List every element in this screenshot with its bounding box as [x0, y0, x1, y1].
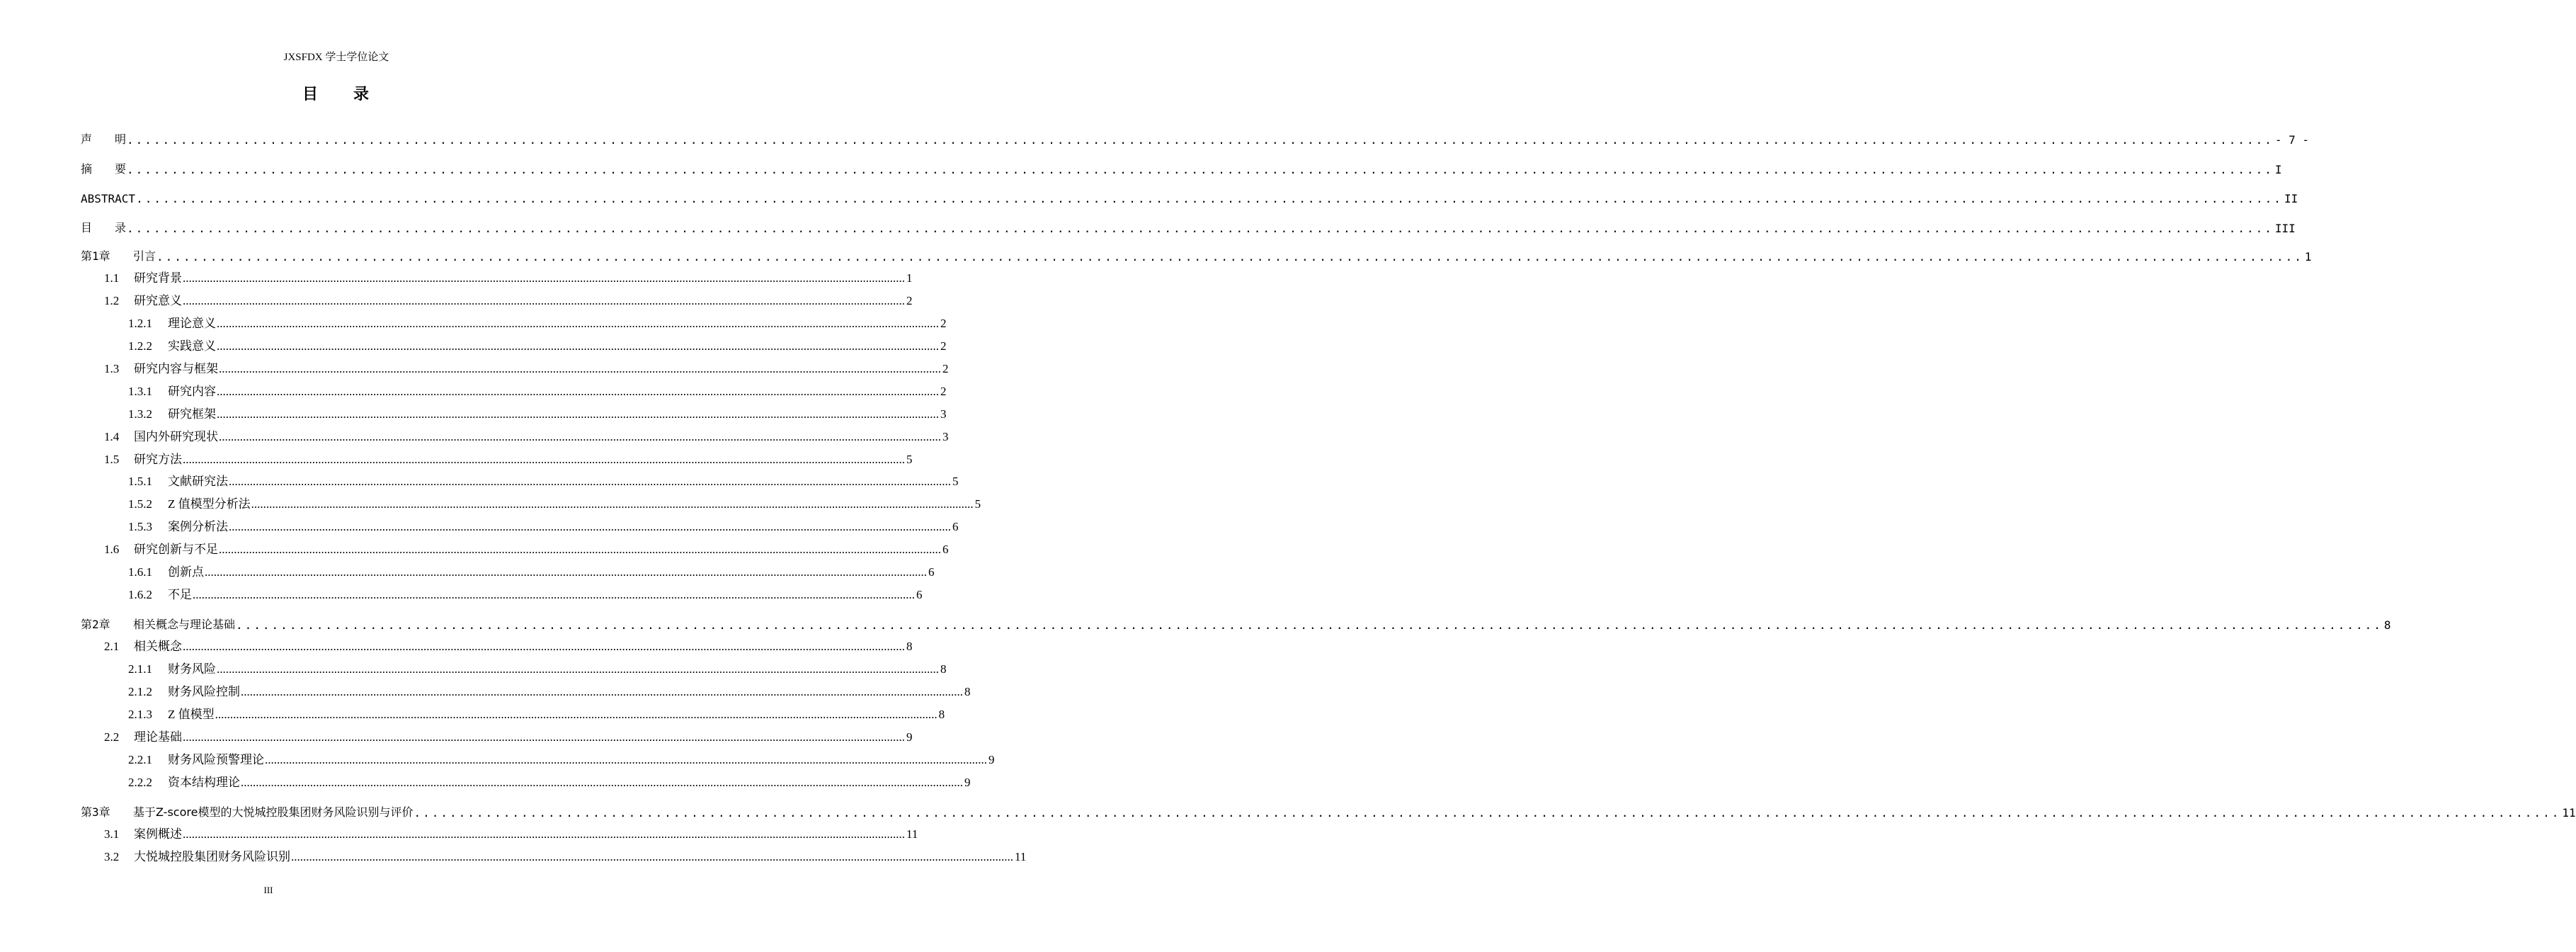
- toc-entry-title: 相关概念: [134, 640, 182, 653]
- toc-entry-page: 5: [974, 497, 981, 511]
- toc-entry-page: 9: [906, 730, 913, 744]
- toc-entry-number: 2.1.2: [128, 685, 152, 698]
- toc-entry-1-2-1[interactable]: [128, 312, 947, 331]
- toc-entry-page: 2: [940, 339, 947, 353]
- toc-entry-title: 相关概念与理论基础: [133, 618, 236, 631]
- toc-entry-title: 研究内容与框架: [134, 362, 218, 375]
- toc-entry-1-2-2[interactable]: [128, 335, 947, 353]
- toc-entry-number: 1.2.2: [128, 339, 152, 353]
- toc-entry-page: 2: [940, 317, 947, 330]
- toc-entry-page: 6: [942, 543, 949, 556]
- toc-entry-2-2-2[interactable]: [128, 771, 971, 790]
- toc-entry-title: Z 值模型: [168, 708, 215, 721]
- toc-entry-2-1[interactable]: [104, 635, 913, 654]
- toc-entry-page: 11: [2562, 806, 2576, 820]
- leader-dots: ................................................................................................................................................................................................................................................: [127, 222, 2274, 235]
- toc-entry-title: 引言: [133, 249, 156, 263]
- toc-entry-page: 9: [964, 776, 971, 789]
- toc-entry-number: 2.2.1: [128, 753, 152, 766]
- toc-entry-number: 第2章: [81, 618, 110, 631]
- toc-entry-page: - 7 -: [2274, 133, 2310, 147]
- toc-entry-number: 1.2.1: [128, 317, 152, 330]
- toc-entry-1-6[interactable]: [104, 538, 949, 557]
- toc-entry-page: III: [2274, 222, 2296, 235]
- toc-entry-title: 研究框架: [168, 407, 216, 421]
- page-number-footer: III: [263, 885, 273, 895]
- toc-entry-1-2[interactable]: [104, 290, 913, 308]
- leader-dots: ................................................................................................................................................................................................................................................: [265, 753, 987, 766]
- toc-entry-number: 1.3.2: [128, 407, 152, 421]
- toc-entry-1-5-3[interactable]: [128, 516, 959, 534]
- toc-entry-abstract-en[interactable]: [81, 187, 2298, 205]
- leader-dots: ................................................................................................................................................................................................................................................: [291, 850, 1013, 863]
- leader-dots: ................................................................................................................................................................................................................................................: [217, 407, 939, 421]
- toc-entry-1-6-2[interactable]: [128, 584, 923, 602]
- toc-entry-page: 6: [916, 588, 923, 601]
- leader-dots: ................................................................................................................................................................................................................................................: [183, 453, 905, 466]
- toc-entry-number: 1.5.3: [128, 520, 152, 533]
- leader-dots: ................................................................................................................................................................................................................................................: [229, 520, 951, 533]
- toc-entry-number: 2.2: [104, 730, 120, 744]
- leader-dots: ................................................................................................................................................................................................................................................: [236, 618, 2383, 632]
- toc-entry-chapter-2[interactable]: [81, 613, 2391, 632]
- toc-entry-title: 案例分析法: [168, 520, 228, 533]
- toc-entry-page: 9: [988, 753, 995, 766]
- toc-entry-3-2[interactable]: [104, 846, 1027, 864]
- toc-entry-title: 案例概述: [134, 827, 182, 841]
- toc-entry-page: 1: [2304, 250, 2312, 264]
- toc-entry-number: 1.4: [104, 430, 120, 443]
- toc-entry-title: 研究内容: [168, 385, 216, 398]
- toc-entry-title: 研究背景: [134, 271, 182, 285]
- toc-entry-title: 理论基础: [134, 730, 182, 744]
- toc-entry-number: 3.1: [104, 827, 120, 841]
- toc-entry-page: I: [2274, 163, 2282, 176]
- toc-entry-page: 5: [952, 475, 959, 488]
- toc-entry-number: 1.3: [104, 362, 120, 375]
- toc-entry-number: 1.5.2: [128, 497, 152, 511]
- leader-dots: ................................................................................................................................................................................................................................................: [127, 163, 2274, 176]
- toc-entry-page: 8: [906, 640, 913, 653]
- toc-entry-number: 2.1: [104, 640, 120, 653]
- leader-dots: ................................................................................................................................................................................................................................................: [183, 640, 905, 653]
- toc-entry-title: 创新点: [168, 565, 204, 579]
- leader-dots: ................................................................................................................................................................................................................................................: [136, 192, 2283, 205]
- toc-entry-number: 1.6.2: [128, 588, 152, 601]
- leader-dots: ................................................................................................................................................................................................................................................: [183, 294, 905, 307]
- leader-dots: ................................................................................................................................................................................................................................................: [205, 565, 927, 579]
- toc-entry-number: 3.2: [104, 850, 120, 863]
- title-char-left: 目: [302, 86, 319, 103]
- toc-entry-1-6-1[interactable]: [128, 561, 935, 579]
- toc-entry-2-2-1[interactable]: [128, 749, 995, 767]
- toc-entry-page: 2: [942, 362, 949, 375]
- toc-entry-number: 1.6.1: [128, 565, 152, 579]
- leader-dots: ................................................................................................................................................................................................................................................: [183, 730, 905, 744]
- toc-entry-page: 1: [906, 271, 913, 285]
- toc-entry-chapter-1[interactable]: [81, 245, 2312, 264]
- toc-entry-2-1-1[interactable]: [128, 658, 947, 676]
- toc-entry-number: 1.2: [104, 294, 120, 307]
- toc-entry-title: 声 明: [81, 130, 127, 147]
- toc-entry-abstract-cn[interactable]: [81, 158, 2282, 176]
- leader-dots: ................................................................................................................................................................................................................................................: [217, 339, 939, 353]
- toc-entry-title: 研究创新与不足: [134, 543, 218, 556]
- leader-dots: ................................................................................................................................................................................................................................................: [183, 271, 905, 285]
- title-char-right: 录: [353, 86, 371, 103]
- leader-dots: ................................................................................................................................................................................................................................................: [193, 588, 915, 601]
- toc-entry-title: 文献研究法: [168, 475, 228, 488]
- toc-entry-number: 第3章: [81, 805, 110, 819]
- leader-dots: ................................................................................................................................................................................................................................................: [217, 317, 939, 330]
- toc-entry-title: 摘 要: [81, 160, 127, 176]
- toc-entry-title: 理论意义: [168, 317, 216, 330]
- toc-entry-page: 6: [952, 520, 959, 533]
- toc-entry-1-3-1[interactable]: [128, 380, 947, 399]
- toc-entry-title: 目 录: [81, 219, 127, 235]
- leader-dots: ................................................................................................................................................................................................................................................: [183, 827, 905, 841]
- toc-entry-number: 1.3.1: [128, 385, 152, 398]
- toc-entry-title: 资本结构理论: [168, 776, 240, 789]
- toc-entry-2-1-2[interactable]: [128, 681, 971, 699]
- toc-entry-title: 财务风险: [168, 662, 216, 676]
- toc-entry-title: 国内外研究现状: [134, 430, 218, 443]
- toc-entry-chapter-3[interactable]: [81, 801, 2576, 820]
- running-header: JXSFDX 学士学位论文: [283, 52, 389, 63]
- toc-entry-2-2[interactable]: [104, 726, 913, 744]
- toc-entry-page: 8: [940, 662, 947, 676]
- leader-dots: ................................................................................................................................................................................................................................................: [219, 362, 941, 375]
- toc-entry-title: 大悦城控股集团财务风险识别: [134, 850, 290, 863]
- toc-entry-1-4[interactable]: [104, 426, 949, 444]
- leader-dots: ................................................................................................................................................................................................................................................: [219, 543, 941, 556]
- leader-dots: ................................................................................................................................................................................................................................................: [127, 133, 2274, 147]
- toc-entry-3-1[interactable]: [104, 823, 918, 842]
- toc-entry-number: 2.2.2: [128, 776, 152, 789]
- leader-dots: ................................................................................................................................................................................................................................................: [241, 776, 963, 789]
- leader-dots: ................................................................................................................................................................................................................................................: [156, 250, 2303, 264]
- toc-entry-title: 财务风险预警理论: [168, 753, 264, 766]
- leader-dots: ................................................................................................................................................................................................................................................: [251, 497, 974, 511]
- toc-entry-page: 2: [940, 385, 947, 398]
- toc-entry-title: 研究方法: [134, 453, 182, 466]
- toc-entry-title: 研究意义: [134, 294, 182, 307]
- toc-entry-contents[interactable]: [81, 217, 2296, 235]
- toc-entry-title: 财务风险控制: [168, 685, 240, 698]
- toc-entry-number: 2.1.3: [128, 708, 152, 721]
- toc-entry-1-3-2[interactable]: [128, 403, 947, 421]
- toc-entry-page: II: [2284, 192, 2298, 205]
- toc-entry-page: 3: [940, 407, 947, 421]
- toc-entry-title: ABSTRACT: [81, 192, 136, 205]
- leader-dots: ................................................................................................................................................................................................................................................: [229, 475, 951, 488]
- toc-entry-page: 11: [1015, 850, 1027, 863]
- toc-entry-1-5-1[interactable]: [128, 470, 959, 489]
- toc-entry-1-5[interactable]: [104, 448, 913, 467]
- toc-entry-title: 基于Z-score模型的大悦城控股集团财务风险识别与评价: [133, 805, 414, 819]
- toc-entry-1-5-2[interactable]: [128, 493, 981, 511]
- leader-dots: ................................................................................................................................................................................................................................................: [219, 430, 941, 443]
- toc-entry-title: 不足: [168, 588, 192, 601]
- toc-entry-page: 11: [906, 827, 918, 841]
- toc-entry-number: 1.5.1: [128, 475, 152, 488]
- toc-entry-page: 6: [928, 565, 935, 579]
- toc-entry-number: 2.1.1: [128, 662, 152, 676]
- toc-entry-page: 3: [942, 430, 949, 443]
- leader-dots: ................................................................................................................................................................................................................................................: [217, 662, 939, 676]
- toc-entry-number: 1.1: [104, 271, 120, 285]
- leader-dots: ................................................................................................................................................................................................................................................: [215, 708, 937, 721]
- toc-entry-title: 实践意义: [168, 339, 216, 353]
- toc-entry-2-1-3[interactable]: [128, 703, 945, 722]
- leader-dots: ................................................................................................................................................................................................................................................: [241, 685, 963, 698]
- leader-dots: ................................................................................................................................................................................................................................................: [217, 385, 939, 398]
- toc-entry-number: 1.6: [104, 543, 120, 556]
- toc-entry-number: 1.5: [104, 453, 120, 466]
- toc-entry-page: 8: [964, 685, 971, 698]
- toc-entry-page: 2: [906, 294, 913, 307]
- toc-entry-page: 5: [906, 453, 913, 466]
- toc-entry-title: Z 值模型分析法: [168, 497, 251, 511]
- leader-dots: ................................................................................................................................................................................................................................................: [414, 806, 2561, 820]
- toc-entry-page: 8: [2383, 618, 2391, 632]
- toc-entry-declaration[interactable]: [81, 128, 2310, 147]
- toc-entry-1-3[interactable]: [104, 358, 949, 376]
- toc-entry-page: 8: [938, 708, 945, 721]
- toc-entry-number: 第1章: [81, 249, 110, 263]
- toc-entry-1-1[interactable]: [104, 267, 913, 285]
